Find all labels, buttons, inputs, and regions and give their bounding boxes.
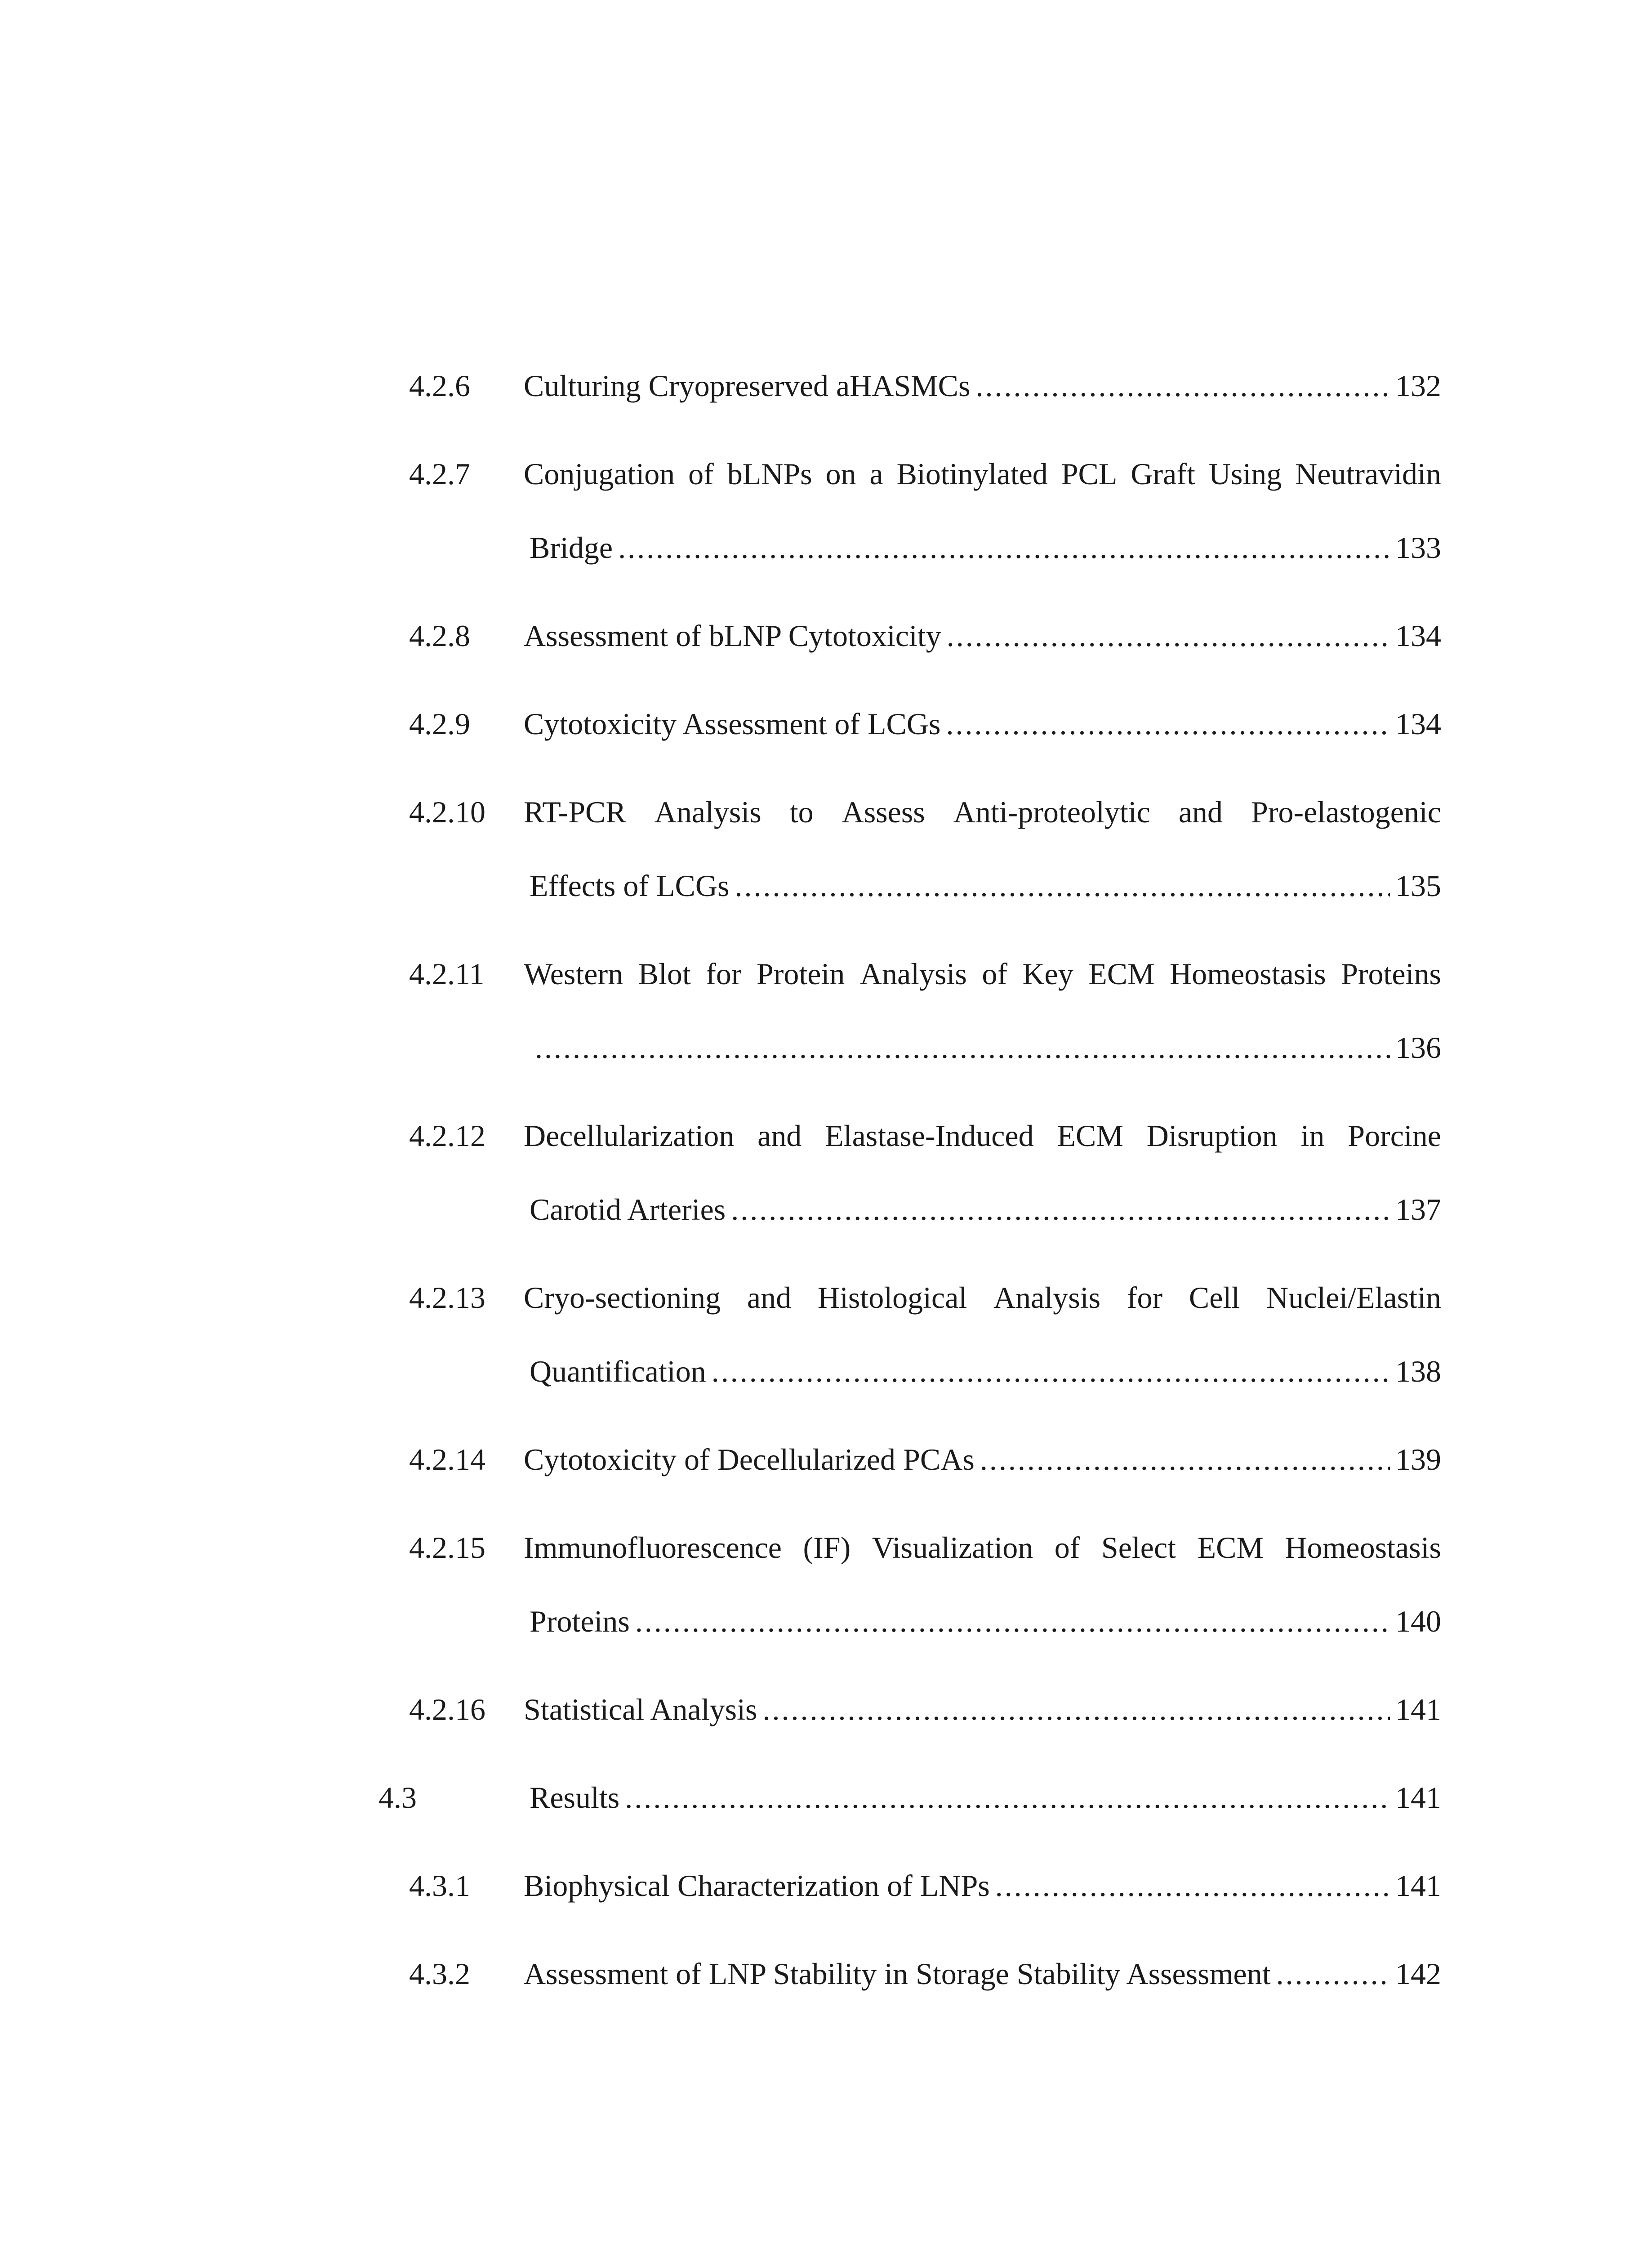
toc-entry-row bbox=[524, 1956, 1441, 1992]
toc-entry-title: Effects of LCGs bbox=[530, 869, 730, 903]
toc-entry-row bbox=[530, 1353, 1441, 1389]
dot-leader bbox=[618, 530, 1390, 566]
toc-entry-title: Results bbox=[530, 1780, 620, 1815]
toc-entry-row bbox=[524, 1868, 1441, 1904]
toc-entry-page-number: 142 bbox=[1395, 1957, 1441, 1991]
toc-entry-title: Quantification bbox=[530, 1354, 706, 1388]
toc-entry-number: 4.2.11 bbox=[409, 957, 485, 991]
toc-entry-row bbox=[524, 706, 1441, 742]
toc-entry-page-number: 135 bbox=[1395, 869, 1441, 903]
toc-entry-row bbox=[524, 618, 1441, 654]
toc-entry-page-number: 140 bbox=[1395, 1604, 1441, 1638]
toc-entry-number: 4.2.16 bbox=[409, 1692, 485, 1726]
toc-entry-title-line: Conjugation of bLNPs on a Biotinylated PCL Graft Using Neutravidin bbox=[524, 457, 1441, 491]
toc-entry-row bbox=[524, 368, 1441, 404]
toc-entry-title: Bridge bbox=[530, 531, 613, 565]
toc-entry-page-number: 137 bbox=[1395, 1192, 1441, 1227]
toc-entry-title-line: Western Blot for Protein Analysis of Key ECM Homeostasis Proteins bbox=[524, 957, 1441, 991]
dot-leader bbox=[1276, 1956, 1390, 1992]
dot-leader bbox=[947, 618, 1390, 654]
dot-leader bbox=[762, 1691, 1390, 1727]
toc-entry-row bbox=[530, 1191, 1441, 1227]
toc-entry-title: Proteins bbox=[530, 1604, 630, 1638]
toc-entry-title: Statistical Analysis bbox=[524, 1692, 757, 1726]
toc-entry-page-number: 132 bbox=[1395, 369, 1441, 403]
toc-entry-number: 4.2.9 bbox=[409, 707, 470, 741]
toc-entry-number: 4.2.15 bbox=[409, 1530, 485, 1565]
toc-entry-title: Assessment of bLNP Cytotoxicity bbox=[524, 619, 941, 653]
toc-entry-page-number: 141 bbox=[1395, 1780, 1441, 1815]
toc-entry-title: Culturing Cryopreserved aHASMCs bbox=[524, 369, 971, 403]
toc-entry-row bbox=[530, 1030, 1441, 1066]
toc-entry-title: Biophysical Characterization of LNPs bbox=[524, 1869, 990, 1903]
toc-entry-title-line: Immunofluorescence (IF) Visualization of Select ECM Homeostasis bbox=[524, 1530, 1441, 1565]
toc-entry-number: 4.2.6 bbox=[409, 369, 470, 403]
toc-entry-page-number: 141 bbox=[1395, 1692, 1441, 1726]
toc-entry-page-number: 133 bbox=[1395, 531, 1441, 565]
toc-entry-page-number: 139 bbox=[1395, 1442, 1441, 1476]
toc-entry-page-number: 134 bbox=[1395, 619, 1441, 653]
dot-leader bbox=[635, 1603, 1390, 1639]
dot-leader bbox=[946, 706, 1390, 742]
toc-entry-number: 4.2.10 bbox=[409, 795, 485, 829]
toc-entry-row bbox=[530, 868, 1441, 904]
dot-leader bbox=[535, 1030, 1390, 1066]
toc-entry-number: 4.3 bbox=[378, 1780, 417, 1815]
toc-entry-page-number: 134 bbox=[1395, 707, 1441, 741]
toc-entry-row bbox=[530, 1780, 1441, 1815]
dot-leader bbox=[712, 1353, 1390, 1389]
toc-entry-page-number: 138 bbox=[1395, 1354, 1441, 1388]
dot-leader bbox=[625, 1780, 1390, 1815]
dot-leader bbox=[975, 368, 1390, 404]
toc-entry-number: 4.2.13 bbox=[409, 1280, 485, 1315]
toc-entry-number: 4.2.7 bbox=[409, 457, 470, 491]
toc-entry-title-line: Cryo-sectioning and Histological Analysis for Cell Nuclei/Elastin bbox=[524, 1280, 1441, 1315]
toc-entry-row bbox=[530, 1603, 1441, 1639]
toc-entry-number: 4.2.12 bbox=[409, 1119, 485, 1153]
toc-entry-title: Carotid Arteries bbox=[530, 1192, 726, 1227]
toc-entry-number: 4.2.14 bbox=[409, 1442, 485, 1476]
toc-entry-title: Cytotoxicity Assessment of LCGs bbox=[524, 707, 941, 741]
toc-entry-page-number: 136 bbox=[1395, 1030, 1441, 1065]
toc-entry-number: 4.3.2 bbox=[409, 1957, 470, 1991]
toc-entry-title: Cytotoxicity of Decellularized PCAs bbox=[524, 1442, 975, 1476]
toc-entry-title-line: RT-PCR Analysis to Assess Anti-proteolytic and Pro-elastogenic bbox=[524, 795, 1441, 829]
toc-entry-number: 4.2.8 bbox=[409, 619, 470, 653]
toc-entry-number: 4.3.1 bbox=[409, 1869, 470, 1903]
dot-leader bbox=[735, 868, 1390, 904]
toc-entry-title: Assessment of LNP Stability in Storage Stability Assessment bbox=[524, 1957, 1271, 1991]
toc-entry-row bbox=[530, 530, 1441, 566]
dot-leader bbox=[980, 1441, 1390, 1477]
toc-entry-row bbox=[524, 1691, 1441, 1727]
dot-leader bbox=[995, 1868, 1390, 1904]
toc-entry-title-line: Decellularization and Elastase-Induced ECM Disruption in Porcine bbox=[524, 1119, 1441, 1153]
toc-entry-page-number: 141 bbox=[1395, 1869, 1441, 1903]
dot-leader bbox=[731, 1191, 1390, 1227]
toc-entry-row bbox=[524, 1441, 1441, 1477]
